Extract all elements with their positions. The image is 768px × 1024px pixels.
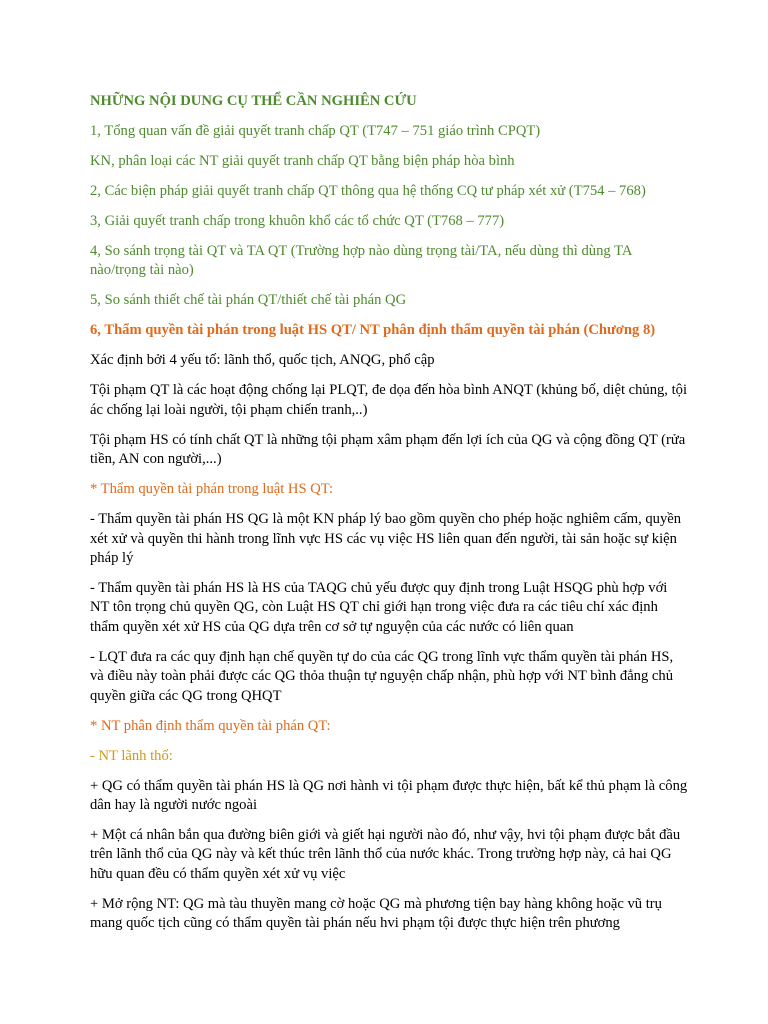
body-paragraph: - Thẩm quyền tài phán HS QG là một KN pháp lý bao gồm quyền cho phép hoặc nghiêm cấm, quyền xét xử và quyền thi hành trong lĩnh vực HS các vụ việc HS liên quan đến người, tài sản hoặc sự kiện pháp lý — [90, 511, 682, 567]
body-paragraph: - Thẩm quyền tài phán HS là HS của TAQG chủ yếu được quy định trong Luật HSQG phù hợp với NT tôn trọng chủ quyền QG, còn Luật HS QT chỉ giới hạn trong việc đưa ra các tiêu chí xác định thẩm quyền xét xử HS của QG dựa trên cơ sở tự nguyện của các nước có liên quan — [90, 580, 668, 635]
body-paragraph: Tội phạm QT là các hoạt động chống lại PLQT, đe dọa đến hòa bình ANQT (khủng bố, diệt chủng, tội ác chống lại loài người, tội phạm chiến tranh,..) — [90, 382, 688, 418]
section-4-title: 4, So sánh trọng tài QT và TA QT (Trường hợp nào dùng trọng tài/TA, nếu dùng thì dùng TA nào/trọng tài nào) — [90, 243, 632, 279]
section-1-subtitle: KN, phân loại các NT giải quyết tranh chấp QT bằng biện pháp hòa bình — [90, 153, 515, 169]
body-paragraph: Xác định bởi 4 yếu tố: lãnh thổ, quốc tịch, ANQG, phổ cập — [90, 352, 435, 369]
body-paragraph: + QG có thẩm quyền tài phán HS là QG nơi hành vi tội phạm được thực hiện, bất kể thủ phạm là công dân hay là người nước ngoài — [90, 777, 688, 814]
document-page — [90, 92, 690, 944]
section-5-title: 5, So sánh thiết chế tài phán QT/thiết chế tài phán QG — [90, 292, 407, 309]
body-paragraph: + Mở rộng NT: QG mà tàu thuyền mang cờ hoặc QG mà phương tiện bay hàng không hoặc vũ trụ mang quốc tịch cũng có thẩm quyền tài phán nếu hvi phạm tội được thực hiện trên phương — [90, 895, 662, 932]
body-paragraph: - LQT đưa ra các quy định hạn chế quyền tự do của các QG trong lĩnh vực thẩm quyền tài phán HS, và điều này toàn phải được các QG thỏa thuận tự nguyện chấp nhận, phù hợp với NT bình đẳng chủ quyền giữa các QG trong QHQT — [90, 648, 674, 704]
subsection-heading: * Thẩm quyền tài phán trong luật HS QT: — [90, 481, 334, 498]
subsection-heading: * NT phân định thẩm quyền tài phán QT: — [90, 717, 331, 734]
section-1-title: 1, Tổng quan vấn đề giải quyết tranh chấp QT (T747 – 751 giáo trình CPQT) — [90, 123, 541, 139]
principle-heading: - NT lãnh thổ: — [90, 747, 173, 764]
section-6-title: 6, Thẩm quyền tài phán trong luật HS QT/ NT phân định thẩm quyền tài phán (Chương 8) — [90, 322, 656, 339]
body-paragraph: + Một cá nhân bắn qua đường biên giới và giết hại người nào đó, như vậy, hvi tội phạm được bắt đầu trên lãnh thổ của QG này và kết thúc trên lãnh thổ của nước khác. Trong trường hợp này, cả hai QG hữu quan đều có thẩm quyền xét xử vụ việc — [90, 827, 681, 882]
body-paragraph: Tội phạm HS có tính chất QT là những tội phạm xâm phạm đến lợi ích của QG và cộng đồng QT (rửa tiền, AN con người,...) — [90, 431, 686, 468]
section-3-title: 3, Giải quyết tranh chấp trong khuôn khổ các tổ chức QT (T768 – 777) — [90, 213, 505, 229]
section-2-title: 2, Các biện pháp giải quyết tranh chấp QT thông qua hệ thống CQ tư pháp xét xử (T754 – 768) — [90, 183, 646, 199]
document-heading: NHỮNG NỘI DUNG CỤ THỂ CẦN NGHIÊN CỨU — [90, 93, 417, 109]
